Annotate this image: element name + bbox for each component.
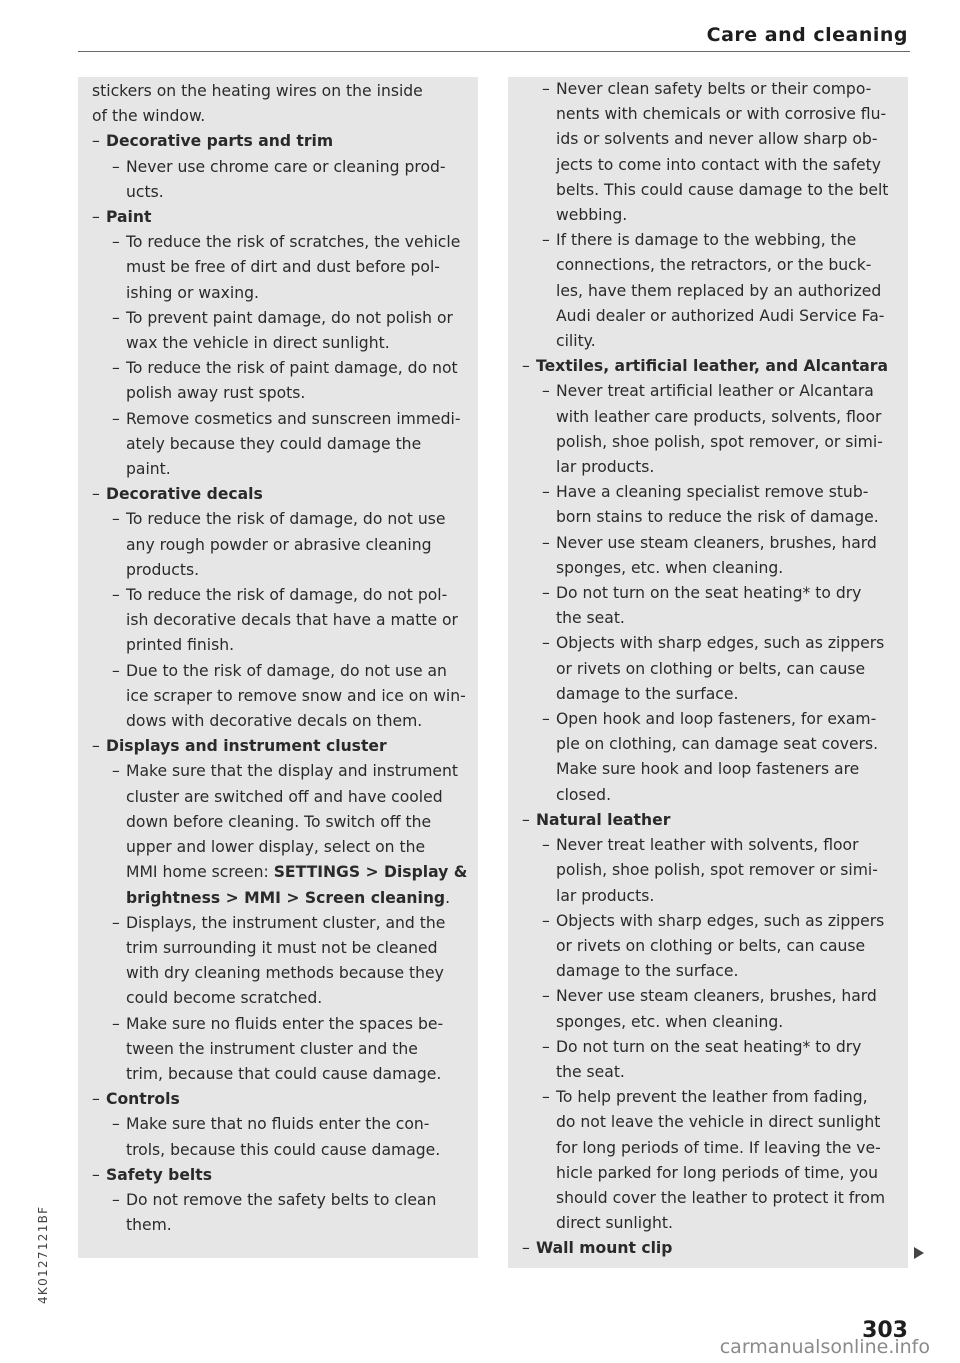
list-item: [522, 379, 898, 404]
page-number: 303: [862, 1318, 908, 1343]
list-item-continuation: [522, 657, 898, 682]
line-text: Displays and instrument cluster: [106, 737, 387, 756]
continue-arrow-icon: [914, 1247, 924, 1259]
line-text: ately because they could damage the: [126, 434, 422, 453]
line-text: Displays, the instrument cluster, and the: [126, 913, 446, 932]
list-item-continuation: [522, 682, 898, 707]
line-text: Never use steam cleaners, brushes, hard: [556, 987, 877, 1006]
line-text: hicle parked for long periods of time, you: [556, 1163, 879, 1182]
line-text: ish decorative decals that have a matte or: [126, 611, 458, 630]
line-text: lar products.: [556, 886, 655, 905]
bold-text: brightness > MMI > Screen cleaning: [126, 888, 446, 907]
line-text: Due to the risk of damage, do not use an: [126, 661, 447, 680]
list-item-continuation: [522, 1110, 898, 1135]
dash-bullet: –: [112, 510, 120, 529]
line-text: wax the vehicle in direct sunlight.: [126, 334, 390, 353]
list-item-continuation: [92, 684, 468, 709]
dash-bullet: –: [542, 634, 550, 653]
line-text: Remove cosmetics and sunscreen immedi-: [126, 409, 461, 428]
list-item: [92, 659, 468, 684]
page-header-title: Care and cleaning: [706, 24, 908, 46]
list-item: [522, 833, 898, 858]
list-item: [522, 228, 898, 253]
line-text: Make sure hook and loop fasteners are: [556, 760, 860, 779]
dash-bullet: –: [542, 710, 550, 729]
line-text: do not leave the vehicle in direct sunlight: [556, 1113, 881, 1132]
line-text: ice scraper to remove snow and ice on win-: [126, 686, 466, 705]
line-text: products.: [126, 560, 200, 579]
line-text: ucts.: [126, 182, 164, 201]
section-heading: [92, 1163, 468, 1188]
list-item: [522, 581, 898, 606]
line-text: Open hook and loop fasteners, for exam-: [556, 710, 877, 729]
line-text: Wall mount clip: [536, 1239, 673, 1258]
list-item-continuation: [92, 331, 468, 356]
line-text: Make sure that no fluids enter the con-: [126, 1115, 430, 1134]
section-heading: [92, 1087, 468, 1112]
dash-bullet: –: [112, 157, 120, 176]
dash-bullet: –: [522, 1239, 530, 1258]
list-item-continuation: [92, 255, 468, 280]
dash-bullet: –: [112, 586, 120, 605]
list-item-continuation: [92, 810, 468, 835]
list-item-continuation: [522, 203, 898, 228]
list-item: [522, 77, 898, 102]
list-item-continuation: [522, 455, 898, 480]
section-heading: [92, 129, 468, 154]
line-text: tween the instrument cluster and the: [126, 1039, 418, 1058]
line-text: Objects with sharp edges, such as zippers: [556, 634, 885, 653]
list-item: [92, 911, 468, 936]
dash-bullet: –: [112, 913, 120, 932]
line-text: sponges, etc. when cleaning.: [556, 1012, 784, 1031]
line-text: the seat.: [556, 1062, 625, 1081]
line-text: polish, shoe polish, spot remover or simi-: [556, 861, 878, 880]
line-text: cility.: [556, 332, 596, 351]
line-text: connections, the retractors, or the buck-: [556, 256, 872, 275]
list-item-continuation: [92, 608, 468, 633]
list-item-continuation: [522, 127, 898, 152]
section-heading: [522, 1236, 898, 1261]
line-text: sponges, etc. when cleaning.: [556, 558, 784, 577]
line-text: upper and lower display, select on the: [126, 838, 426, 857]
line-text: If there is damage to the webbing, the: [556, 231, 857, 250]
list-item-continuation: [92, 633, 468, 658]
line-text: To prevent paint damage, do not polish or: [126, 308, 453, 327]
dash-bullet: –: [542, 533, 550, 552]
dash-bullet: –: [112, 308, 120, 327]
line-text: nents with chemicals or with corrosive flu-: [556, 105, 887, 124]
list-item-continuation: [522, 1010, 898, 1035]
list-item-continuation: [92, 835, 468, 860]
line-text: belts. This could cause damage to the belt: [556, 180, 889, 199]
list-item: [522, 531, 898, 556]
line-text: Safety belts: [106, 1165, 212, 1184]
line-text: Never treat artificial leather or Alcantara: [556, 382, 874, 401]
list-item-continuation: [522, 279, 898, 304]
line-text: Make sure no fluids enter the spaces be-: [126, 1014, 444, 1033]
left-text-column: [78, 77, 478, 1258]
list-item-continuation: [522, 959, 898, 984]
bold-text: SETTINGS > Display &: [273, 863, 468, 882]
section-heading: [92, 205, 468, 230]
dash-bullet: –: [542, 483, 550, 502]
line-text: jects to come into contact with the safety: [556, 155, 881, 174]
dash-bullet: –: [92, 1090, 100, 1109]
line-text: To help prevent the leather from fading,: [556, 1088, 868, 1107]
line-text: Decorative parts and trim: [106, 132, 334, 151]
line-text: Never use chrome care or cleaning prod-: [126, 157, 446, 176]
section-heading: [522, 808, 898, 833]
list-item: [92, 407, 468, 432]
line-text: damage to the surface.: [556, 962, 739, 981]
text-line: [92, 104, 468, 129]
line-text: Decorative decals: [106, 485, 263, 504]
list-item-continuation: [92, 961, 468, 986]
list-item-continuation: [522, 1060, 898, 1085]
list-item-continuation: [522, 304, 898, 329]
list-item-continuation: [522, 1136, 898, 1161]
text-line: [92, 79, 468, 104]
line-text: ids or solvents and never allow sharp ob-: [556, 130, 878, 149]
list-item-continuation: [92, 1213, 468, 1238]
line-text: Natural leather: [536, 810, 671, 829]
line-text: with leather care products, solvents, floor: [556, 407, 882, 426]
list-item: [522, 631, 898, 656]
line-text: must be free of dirt and dust before pol-: [126, 258, 440, 277]
line-text: cluster are switched off and have cooled: [126, 787, 443, 806]
line-text: born stains to reduce the risk of damage.: [556, 508, 879, 527]
list-item-continuation: [92, 432, 468, 457]
line-text: paint.: [126, 460, 171, 479]
line-text: Do not turn on the seat heating* to dry: [556, 584, 862, 603]
list-item-continuation: [522, 1161, 898, 1186]
dash-bullet: –: [542, 80, 550, 98]
line-text: ishing or waxing.: [126, 283, 259, 302]
dash-bullet: –: [112, 359, 120, 378]
line-text: or rivets on clothing or belts, can cause: [556, 659, 866, 678]
list-item: [522, 480, 898, 505]
list-item-continuation: [522, 1186, 898, 1211]
dash-bullet: –: [542, 836, 550, 855]
dash-bullet: –: [92, 485, 100, 504]
list-item-continuation: [92, 860, 468, 885]
line-text: ple on clothing, can damage seat covers.: [556, 735, 879, 754]
list-item-continuation: [522, 505, 898, 530]
dash-bullet: –: [522, 810, 530, 829]
line-text: To reduce the risk of scratches, the vehicle: [126, 233, 461, 252]
list-item: [522, 1035, 898, 1060]
list-item-continuation: [92, 1138, 468, 1163]
line-text: webbing.: [556, 206, 628, 225]
list-item-continuation: [92, 457, 468, 482]
line-text: Make sure that the display and instrument: [126, 762, 458, 781]
list-item: [92, 507, 468, 532]
list-item-continuation: [92, 986, 468, 1011]
list-item-continuation: [92, 558, 468, 583]
list-item: [92, 759, 468, 784]
section-heading: [92, 734, 468, 759]
dash-bullet: –: [112, 1190, 120, 1209]
line-text: To reduce the risk of paint damage, do not: [126, 359, 458, 378]
list-item: [522, 707, 898, 732]
line-text: Never use steam cleaners, brushes, hard: [556, 533, 877, 552]
list-item: [92, 1012, 468, 1037]
list-item-continuation: [522, 102, 898, 127]
list-item: [92, 1112, 468, 1137]
list-item-continuation: [92, 281, 468, 306]
dash-bullet: –: [542, 382, 550, 401]
dash-bullet: –: [112, 409, 120, 428]
line-text: Textiles, artificial leather, and Alcantara: [536, 357, 889, 376]
dash-bullet: –: [92, 208, 100, 227]
line-text: lar products.: [556, 458, 655, 477]
line-text: stickers on the heating wires on the inside: [92, 82, 423, 100]
line-text: any rough powder or abrasive cleaning: [126, 535, 432, 554]
list-item: [522, 909, 898, 934]
list-item: [92, 583, 468, 608]
document-code: 4K0127121BF: [36, 1205, 50, 1304]
line-text: with dry cleaning methods because they: [126, 964, 444, 983]
list-item-continuation: [522, 253, 898, 278]
line-text: dows with decorative decals on them.: [126, 712, 423, 731]
line-text: trim, because that could cause damage.: [126, 1064, 442, 1083]
line-text: Have a cleaning specialist remove stub-: [556, 483, 869, 502]
line-text: les, have them replaced by an authorized: [556, 281, 882, 300]
list-item-continuation: [92, 180, 468, 205]
list-item-continuation: [92, 1037, 468, 1062]
line-text: for long periods of time. If leaving the ve-: [556, 1138, 881, 1157]
list-item-continuation: [522, 606, 898, 631]
list-item-continuation: [522, 732, 898, 757]
list-item: [522, 1085, 898, 1110]
line-text: trim surrounding it must not be cleaned: [126, 938, 438, 957]
line-text: of the window.: [92, 107, 206, 126]
list-item-continuation: [92, 709, 468, 734]
dash-bullet: –: [542, 1037, 550, 1056]
list-item-continuation: [522, 783, 898, 808]
line-text: Audi dealer or authorized Audi Service Fa-: [556, 306, 885, 325]
watermark: carmanualsonline.info: [719, 1336, 930, 1358]
line-text: Do not turn on the seat heating* to dry: [556, 1037, 862, 1056]
list-item: [92, 356, 468, 381]
line-text: down before cleaning. To switch off the: [126, 812, 432, 831]
dash-bullet: –: [92, 132, 100, 151]
list-item-continuation: [92, 533, 468, 558]
dash-bullet: –: [112, 233, 120, 252]
list-item-continuation: [522, 329, 898, 354]
list-item: [92, 230, 468, 255]
line-text: polish away rust spots.: [126, 384, 306, 403]
list-item: [92, 306, 468, 331]
line-text: Paint: [106, 208, 152, 227]
line-text: closed.: [556, 785, 612, 804]
line-text: could become scratched.: [126, 989, 323, 1008]
dash-bullet: –: [542, 584, 550, 603]
line-text: polish, shoe polish, spot remover, or simi-: [556, 432, 883, 451]
dash-bullet: –: [112, 1014, 120, 1033]
dash-bullet: –: [92, 1165, 100, 1184]
dash-bullet: –: [112, 1115, 120, 1134]
list-item-continuation: [92, 936, 468, 961]
list-item-continuation: [92, 886, 468, 911]
list-item-continuation: [92, 1062, 468, 1087]
line-text: Do not remove the safety belts to clean: [126, 1190, 437, 1209]
line-text: Controls: [106, 1090, 180, 1109]
line-text: .: [445, 888, 451, 907]
dash-bullet: –: [542, 911, 550, 930]
section-heading: [522, 354, 898, 379]
line-text: them.: [126, 1216, 172, 1235]
line-text: MMI home screen:: [126, 863, 274, 882]
list-item-continuation: [522, 934, 898, 959]
dash-bullet: –: [112, 661, 120, 680]
section-heading: [92, 482, 468, 507]
list-item-continuation: [522, 556, 898, 581]
line-text: direct sunlight.: [556, 1214, 673, 1233]
list-item-continuation: [522, 405, 898, 430]
list-item: [522, 984, 898, 1009]
header-divider: [78, 51, 910, 52]
dash-bullet: –: [542, 987, 550, 1006]
list-item-continuation: [522, 178, 898, 203]
list-item-continuation: [522, 884, 898, 909]
list-item-continuation: [522, 858, 898, 883]
list-item-continuation: [522, 1211, 898, 1236]
dash-bullet: –: [92, 737, 100, 756]
list-item: [92, 155, 468, 180]
right-text-column: [508, 77, 908, 1268]
dash-bullet: –: [522, 357, 530, 376]
dash-bullet: –: [542, 1088, 550, 1107]
list-item-continuation: [92, 785, 468, 810]
list-item-continuation: [522, 430, 898, 455]
line-text: To reduce the risk of damage, do not pol-: [126, 586, 448, 605]
line-text: or rivets on clothing or belts, can cause: [556, 936, 866, 955]
list-item-continuation: [522, 153, 898, 178]
dash-bullet: –: [112, 762, 120, 781]
list-item-continuation: [92, 381, 468, 406]
line-text: trols, because this could cause damage.: [126, 1140, 441, 1159]
dash-bullet: –: [542, 231, 550, 250]
line-text: the seat.: [556, 609, 625, 628]
line-text: To reduce the risk of damage, do not use: [126, 510, 446, 529]
line-text: should cover the leather to protect it from: [556, 1188, 886, 1207]
list-item-continuation: [522, 757, 898, 782]
line-text: Objects with sharp edges, such as zippers: [556, 911, 885, 930]
line-text: Never treat leather with solvents, floor: [556, 836, 859, 855]
list-item: [92, 1188, 468, 1213]
line-text: Never clean safety belts or their compo-: [556, 80, 872, 98]
line-text: damage to the surface.: [556, 684, 739, 703]
line-text: printed finish.: [126, 636, 235, 655]
